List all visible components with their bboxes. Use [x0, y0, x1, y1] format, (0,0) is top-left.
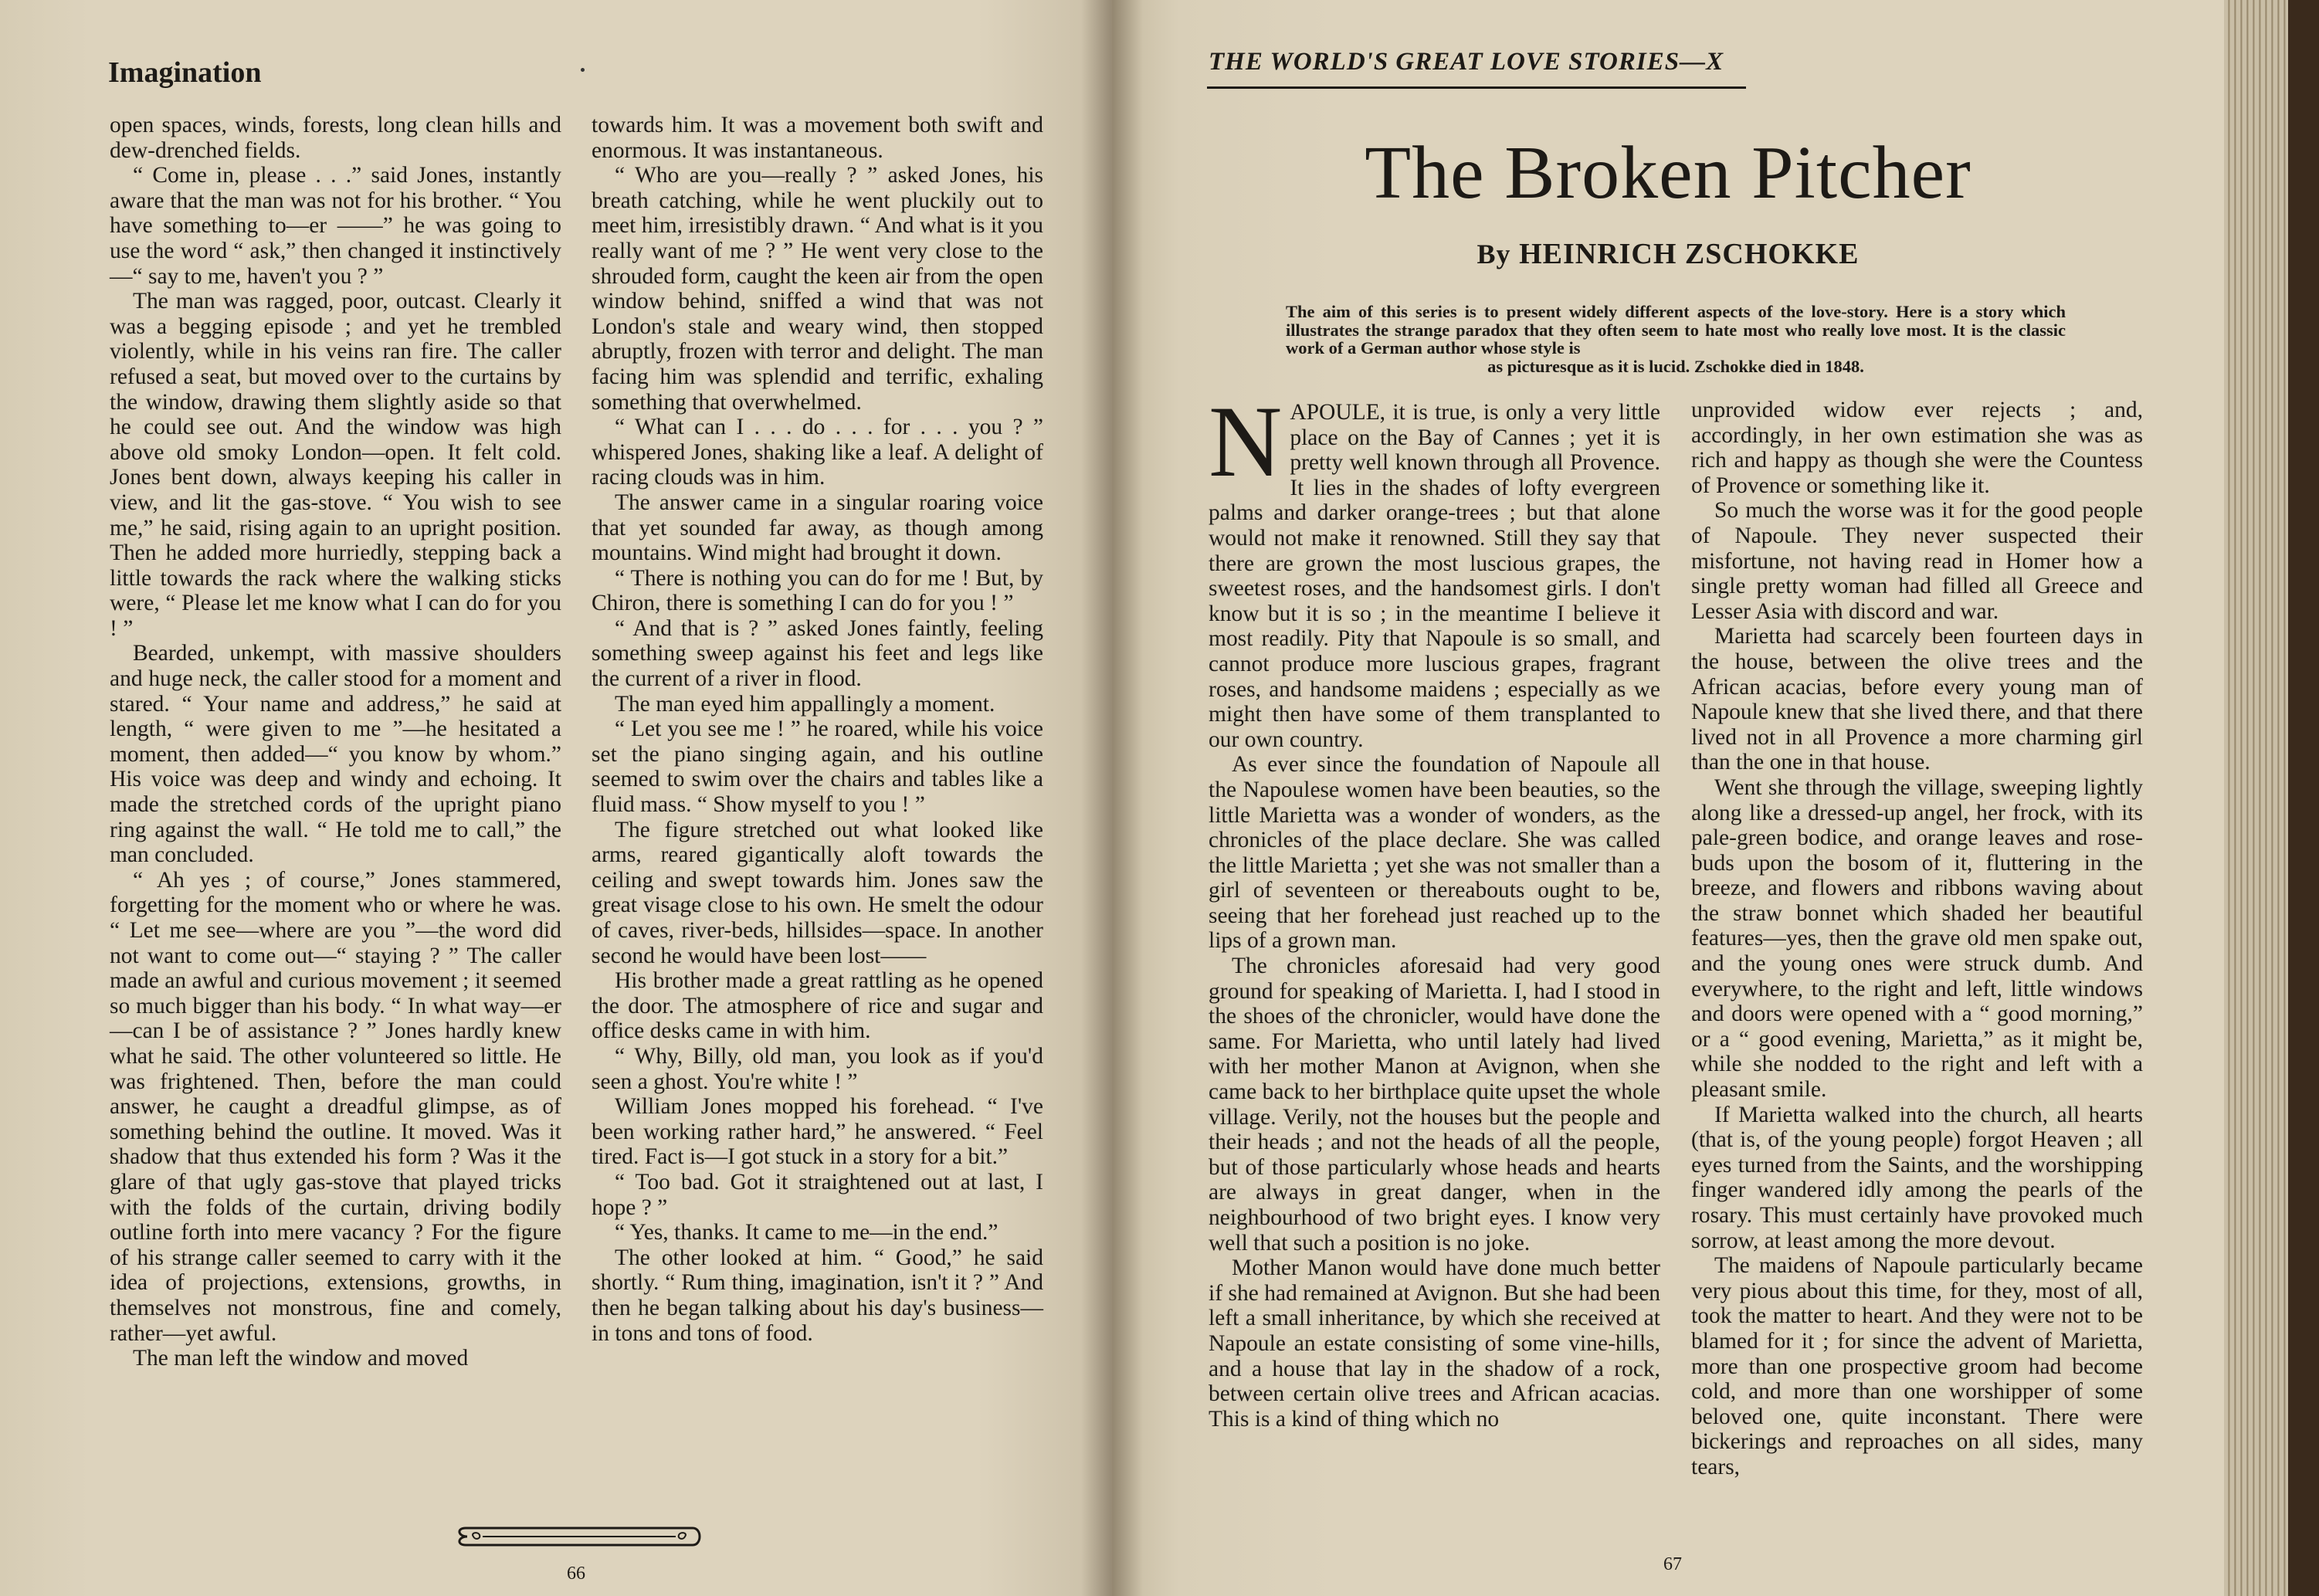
- book-cover-edge: [2288, 0, 2319, 1596]
- paragraph: His brother made a great rattling as he opened the door. The atmosphere of rice and sugar and office desks came in with him.: [592, 968, 1043, 1044]
- paragraph: Went she through the village, sweeping lightly along like a dressed-up angel, her frock, with its pale-green bodice, and orange leaves and rose-buds upon the bosom of it, fluttering in the breeze, and flowers and ribbons waving about the straw bonnet which shaded her beautiful features—yes, then the grave old men spake out, and the young ones were struck dumb. And everywhere, to the right and left, little windows and doors were opened with a “ good morning,” or a “ good evening, Marietta,” as it might be, while she nodded to the right and left with a pleasant smile.: [1691, 774, 2143, 1103]
- right-running-head: THE WORLD'S GREAT LOVE STORIES—X: [1209, 48, 1724, 76]
- byline: [1112, 237, 2224, 271]
- stray-mark: [581, 68, 585, 72]
- byline-author: HEINRICH ZSCHOKKE: [1519, 238, 1860, 270]
- right-column-1: [1209, 385, 1660, 1432]
- page-edges: [2224, 0, 2319, 1596]
- paragraph: The maidens of Napoule particularly became very pious about this time, for they, most of all, took the matter to heart. And they were not to be blamed for it ; for since the advent of Marietta, more than one prospective groom had become cold, and more than one worshipper of some beloved one, quite inconstant. There were bickerings and reproaches on all sides, many tears,: [1691, 1253, 2143, 1479]
- paragraph: The chronicles aforesaid had very good ground for speaking of Marietta. I, had I stood in the shoes of the chronicler, would have done the same. For Marietta, who until lately had lived with her mother Manon at Avignon, when she came back to her birthplace quite upset the whole village. Verily, not the houses but the people and their heads ; and not the heads of all the people, but of those particularly whose heads and hearts are always in great danger, when in the neighbourhood of two bright eyes. I know very well that such a position is no joke.: [1209, 954, 1660, 1255]
- paragraph: “ And that is ? ” asked Jones faintly, feeling something sweep against his feet and legs like the current of a river in flood.: [592, 615, 1043, 692]
- byline-by: By: [1476, 239, 1511, 269]
- paragraph: As ever since the foundation of Napoule all the Napoulese women have been beauties, so the little Marietta was a wonder of wonders, as the chronicles of the place declare. She was called the little Marietta ; yet she was not smaller than a girl of seventeen or thereabouts ought to be, seeing that her forehead just reached up to the lips of a grown man.: [1209, 752, 1660, 954]
- ornament-icon: [452, 1523, 707, 1550]
- right-page-number: 67: [1663, 1554, 1682, 1574]
- paragraph: If Marietta walked into the church, all hearts (that is, of the young people) forgot Heaven ; all eyes turned from the Saints, and the worshipping finger wandered idly among the pearls of the rosary. This must certainly have provoked much sorrow, at least among the more devout.: [1691, 1102, 2143, 1253]
- paragraph: unprovided widow ever rejects ; and, accordingly, in her own estimation she was as rich and happy as though she were the Countess of Provence or something like it.: [1691, 398, 2143, 498]
- paragraph: “ Who are you—really ? ” asked Jones, his breath catching, while he went pluckily out to meet him, irresistibly drawn. “ And what is it you really want of me ? ” He went very close to the shrouded form, caught the keen air from the open window behind, sniffed a wind that was not London's stale and weary wind, then stopped abruptly, frozen with terror and delight. The man facing him was splendid and terrific, exhaling something that overwhelmed.: [592, 163, 1043, 415]
- opening-text: APOULE, it is true, is only a very little place on the Bay of Cannes ; yet it is pretty well known through all Provence. It lies in the shades of lofty evergreen palms and darker orange-trees ; but that alone would not make it renowned. Still they say that there are grown the most luscious grapes, the sweetest roses, and the handsomest girls. I don't know but it is so ; in the meantime I believe it most readily. Pity that Napoule is so small, and cannot produce more luscious grapes, fragrant roses, and handsome maidens ; especially as we might then have some of them transplanted to our own country.: [1209, 400, 1660, 752]
- paragraph: So much the worse was it for the good people of Napoule. They never suspected their misfortune, not having read in Homer how a single pretty woman had filled all Greece and Lesser Asia with discord and war.: [1691, 498, 2143, 624]
- story-title: The Broken Pitcher: [1365, 131, 1971, 215]
- paragraph: The other looked at him. “ Good,” he said shortly. “ Rum thing, imagination, isn't it ? ” And then he began talking about his day's business—in tons and tons of food.: [592, 1245, 1043, 1346]
- paragraph: Bearded, unkempt, with massive shoulders and huge neck, the caller stood for a moment and stared. “ Your name and address,” he said at length, “ were given to me ”—he hesitated a moment, then added—“ you know by whom.” His voice was deep and windy and echoing. It made the stretched cords of the upright piano ring against the wall. “ He told me to call,” the man concluded.: [110, 641, 561, 868]
- paragraph: “ Ah yes ; of course,” Jones stammered, forgetting for the moment who or where he was. “ Let me see—where are you ”—the word did not want to come out—“ staying ? ” The caller made an awful and curious movement ; it seemed so much bigger than his body. “ In what way—er —can I be of assistance ? ” Jones hardly knew what he said. The other volunteered so little. He was frightened. Then, before the man could answer, he caught a dreadful glimpse, as of something behind the outline. It moved. Was it shadow that thus extended his form ? Was it the glare of that ugly gas-stove that played tricks with the folds of the curtain, driving bodily outline forth into mere vacancy ? For the figure of his strange caller seemed to carry with it the idea of projections, extensions, growths, in themselves not monstrous, fine and comely, rather—yet awful.: [110, 867, 561, 1346]
- paragraph: Mother Manon would have done much better if she had remained at Avignon. But she had been left a small inheritance, by which she received at Napoule an estate consisting of some vine-hills, and a house that lay in the shadow of a rock, between certain olive trees and African acacias. This is a kind of thing which no: [1209, 1255, 1660, 1432]
- paragraph: open spaces, winds, forests, long clean hills and dew-drenched fields.: [110, 113, 561, 163]
- paragraph: The man was ragged, poor, outcast. Clearly it was a begging episode ; and yet he trembled violently, while in his veins ran fire. The caller refused a seat, but moved over to the curtains by the window, drawing them slightly aside so that he could see out. And the window was high above old smoky London—open. It felt cold. Jones bent down, always keeping his caller in view, and lit the gas-stove. “ You wish to see me,” he said, rising again to an upright position. Then he added more hurriedly, stepping back a little towards the rack where the walking sticks were, “ Please let me know what I can do for you ! ”: [110, 289, 561, 641]
- paragraph: The man eyed him appallingly a moment.: [615, 691, 995, 717]
- paragraph: “ Come in, please . . .” said Jones, instantly aware that the man was not for his brother. “ You have something to—er ——” he was going to use the word “ ask,” then changed it instinctively—“ say to me, haven't you ? ”: [110, 163, 561, 289]
- paragraph: Marietta had scarcely been fourteen days in the house, between the olive trees and the African acacias, before every young man of Napoule knew that she lived there, and that there lived not in all Provence a more charming girl than the one in that house.: [1691, 624, 2143, 775]
- paragraph: “ What can I . . . do . . . for . . . you ? ” whispered Jones, shaking like a leaf. A delight of racing clouds was in him.: [592, 415, 1043, 490]
- series-introduction: [1286, 303, 2066, 375]
- paragraph: The answer came in a singular roaring voice that yet sounded far away, as though among mountains. Wind might had brought it down.: [592, 490, 1043, 566]
- left-running-head: Imagination: [108, 56, 262, 89]
- intro-last-line: as picturesque as it is lucid. Zschokke died in 1848.: [1487, 356, 1864, 376]
- paragraph: The figure stretched out what looked like arms, reared gigantically aloft towards the ceiling and swept towards him. Jones saw the great visage close to his own. He smelt the odour of caves, river-beds, hillsides—space. In another second he would have been lost——: [592, 817, 1043, 968]
- left-column-1: [110, 113, 561, 1371]
- paragraph: “ There is nothing you can do for me ! But, by Chiron, there is something I can do for you ! ”: [592, 565, 1043, 616]
- paragraph: The man left the window and moved: [133, 1346, 469, 1371]
- drop-cap: N: [1209, 385, 1283, 498]
- paragraph: towards him. It was a movement both swift and enormous. It was instantaneous.: [592, 113, 1043, 163]
- right-column-2: [1691, 398, 2143, 1480]
- paragraph: “ Why, Billy, old man, you look as if you'd seen a ghost. You're white ! ”: [592, 1043, 1043, 1094]
- paragraph: “ Let you see me ! ” he roared, while his voice set the piano singing again, and his outline seemed to swim over the chairs and tables like a fluid mass. “ Show myself to you ! ”: [592, 717, 1043, 818]
- paragraph: William Jones mopped his forehead. “ I've been working rather hard,” he answered. “ Feel tired. Fact is—I got stuck in a story for a bit.”: [592, 1094, 1043, 1170]
- paragraph: “ Too bad. Got it straightened out at last, I hope ? ”: [592, 1169, 1043, 1220]
- left-page-number: 66: [567, 1564, 585, 1584]
- opening-paragraph: [1209, 385, 1660, 752]
- paragraph: “ Yes, thanks. It came to me—in the end.”: [615, 1220, 998, 1245]
- left-column-2: [592, 113, 1043, 1346]
- running-head-rule: [1207, 86, 1746, 89]
- intro-text: The aim of this series is to present widely different aspects of the love-story. Here is a story which illustrates the strange paradox that they often seem to hate most who really love most. It is the classic work of a German author whose style is: [1286, 302, 2066, 357]
